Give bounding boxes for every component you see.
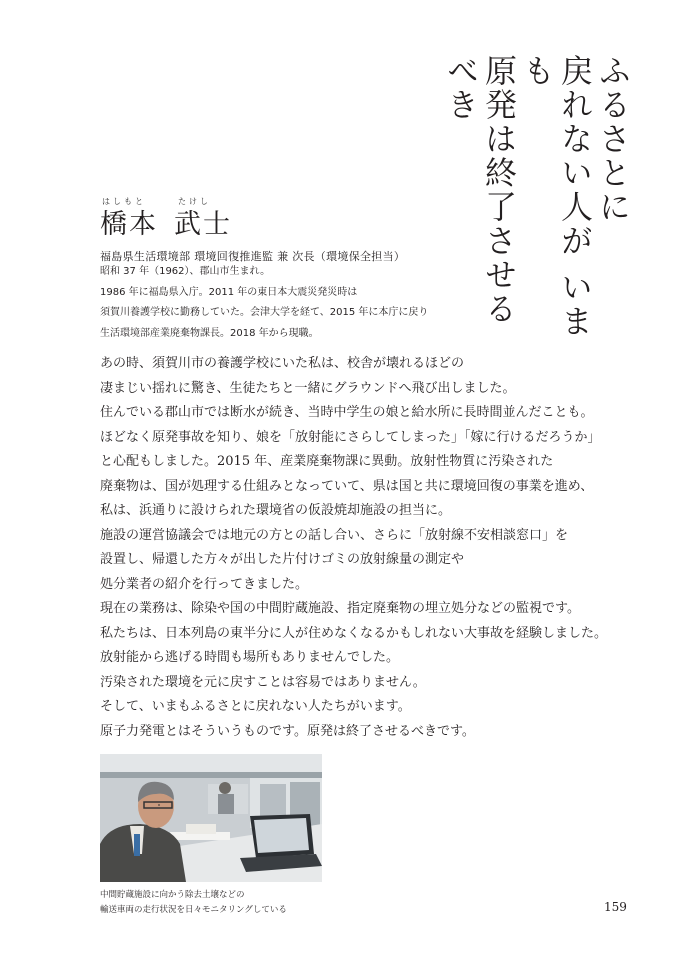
person-header bbox=[100, 196, 500, 264]
person-given-name: 武士 bbox=[174, 209, 232, 240]
vertical-title bbox=[442, 54, 632, 344]
caption-line: 中間貯蔵施設に向かう除去土壌などの bbox=[100, 890, 245, 900]
body-line: 私は、浜通りに設けられた環境省の仮設焼却施設の担当に。 bbox=[100, 503, 452, 518]
office-photo-illustration bbox=[100, 754, 322, 882]
body-line: 設置し、帰還した方々が出した片付けゴミの放射線量の測定や bbox=[100, 552, 465, 567]
body-line: 廃棄物は、国が処理する仕組みとなっていて、県は国と共に環境回復の事業を進め、 bbox=[100, 478, 594, 494]
body-line: あの時、須賀川市の養護学校にいた私は、校舎が壊れるほどの bbox=[100, 356, 465, 371]
title-line-2: 戻れない人が いまも bbox=[518, 54, 594, 339]
bio-line: 須賀川養護学校に勤務していた。会津大学を経て、2015 年に本庁に戻り bbox=[100, 307, 429, 318]
person-name bbox=[100, 210, 500, 240]
caption-line: 輸送車両の走行状況を日々モニタリングしている bbox=[100, 905, 287, 915]
name-furigana bbox=[100, 196, 500, 210]
body-line: 住んでいる郡山市では断水が続き、当時中学生の娘と給水所に長時間並んだことも。 bbox=[100, 405, 594, 420]
body-line: と心配もしました。2015 年、産業廃棄物課に異動。放射性物質に汚染された bbox=[100, 454, 554, 469]
body-line: 放射能から逃げる時間も場所もありませんでした。 bbox=[100, 650, 400, 665]
office-photo bbox=[100, 754, 322, 882]
page-number: 159 bbox=[604, 900, 627, 914]
bio-line: 1986 年に福島県入庁。2011 年の東日本大震災発災時は bbox=[100, 286, 358, 298]
body-line: 私たちは、日本列島の東半分に人が住めなくなるかもしれない大事故を経験しました。 bbox=[100, 625, 608, 641]
bio-line: 生活環境部産業廃棄物課長。2018 年から現職。 bbox=[100, 327, 319, 339]
person-position: 福島県生活環境部 環境回復推進監 兼 次長（環境保全担当） bbox=[100, 250, 406, 263]
furigana-surname: はしもと bbox=[102, 197, 146, 206]
body-line: 凄まじい揺れに驚き、生徒たちと一緒にグラウンドへ飛び出しました。 bbox=[100, 380, 516, 396]
body-line: 施設の運営協議会では地元の方との話し合い、さらに「放射線不安相談窓口」を bbox=[100, 527, 569, 543]
person-surname: 橋本 bbox=[100, 209, 158, 240]
biography bbox=[100, 262, 520, 344]
body-line: 汚染された環境を元に戻すことは容易ではありません。 bbox=[100, 674, 426, 690]
title-line-3: 原発は終了させるべき bbox=[442, 54, 518, 326]
body-line: 処分業者の紹介を行ってきました。 bbox=[100, 576, 309, 592]
body-line: そして、いまもふるさとに戻れない人たちがいます。 bbox=[100, 699, 411, 714]
furigana-given-name: たけし bbox=[178, 197, 211, 206]
body-line: 現在の業務は、除染や国の中間貯蔵施設、指定廃棄物の埋立処分などの監視です。 bbox=[100, 601, 580, 616]
body-text bbox=[100, 352, 640, 744]
body-line: ほどなく原発事故を知り、娘を「放射能にさらしてしまった」「嫁に行けるだろうか」 bbox=[100, 429, 601, 445]
photo-caption bbox=[100, 888, 400, 918]
bio-line: 昭和 37 年（1962）、郡山市生まれ。 bbox=[100, 266, 271, 277]
title-line-1: ふるさとに bbox=[594, 54, 632, 224]
body-line: 原子力発電とはそういうものです。原発は終了させるべきです。 bbox=[100, 723, 475, 739]
